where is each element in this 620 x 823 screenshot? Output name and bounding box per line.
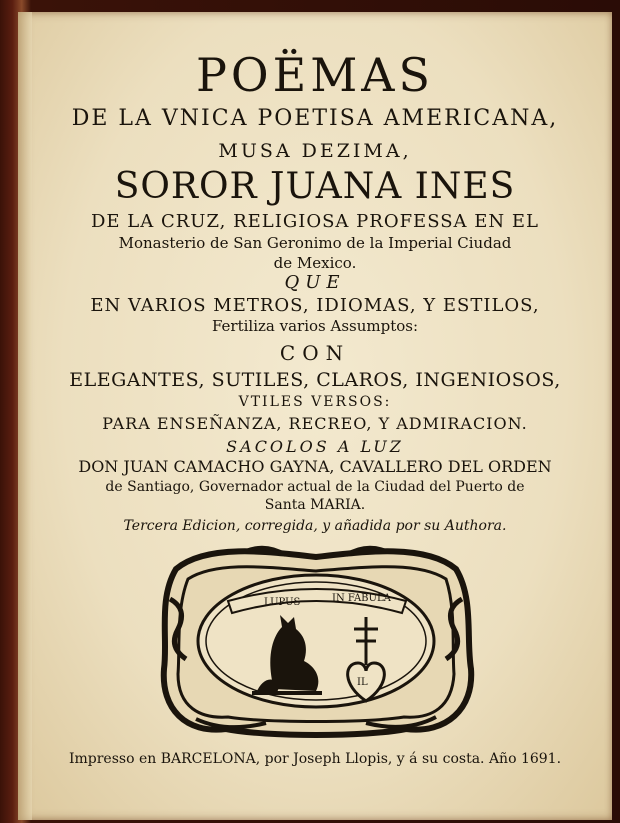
body-line: ELEGANTES, SUTILES, CLAROS, INGENIOSOS, bbox=[69, 369, 561, 391]
banner-right-text: IN FABULA bbox=[332, 593, 391, 604]
author-description: de Mexico. bbox=[273, 254, 357, 272]
author-description: DE LA CRUZ, RELIGIOSA PROFESSA EN EL bbox=[91, 211, 539, 232]
edition-note: Tercera Edicion, corregida, y añadida por su Authora. bbox=[123, 518, 507, 534]
editor-heading: SACOLOS A LUZ bbox=[226, 437, 404, 456]
banner-left-text: LUPUS bbox=[264, 597, 301, 608]
body-line: VTILES VERSOS: bbox=[238, 394, 392, 410]
body-line: QUE bbox=[284, 272, 346, 293]
body-line: PARA ENSEÑANZA, RECREO, Y ADMIRACION. bbox=[102, 414, 528, 433]
imprint-line: Impresso en BARCELONA, por Joseph Llopis, y á su costa. Año 1691. bbox=[68, 751, 562, 767]
title-page bbox=[18, 12, 612, 820]
body-line: CON bbox=[279, 341, 351, 365]
subtitle-line: MUSA DEZIMA, bbox=[218, 140, 412, 162]
body-line: EN VARIOS METROS, IDIOMAS, Y ESTILOS, bbox=[90, 295, 540, 316]
author-description: Monasterio de San Geronimo de la Imperial Ciudad bbox=[118, 234, 512, 252]
editor-line: de Santiago, Governador actual de la Ciudad del Puerto de bbox=[105, 479, 525, 495]
editor-line: Santa MARIA. bbox=[264, 497, 366, 513]
author-name: SOROR JUANA INES bbox=[114, 166, 516, 207]
printer-device-emblem bbox=[156, 539, 476, 739]
subtitle-line: DE LA VNICA POETISA AMERICANA, bbox=[71, 106, 559, 131]
title-line: POËMAS bbox=[195, 48, 435, 102]
body-line: Fertiliza varios Assumptos: bbox=[211, 317, 419, 335]
heart-text: IL bbox=[357, 677, 368, 688]
editor-line: DON JUAN CAMACHO GAYNA, CAVALLERO DEL ORDEN bbox=[78, 457, 552, 476]
